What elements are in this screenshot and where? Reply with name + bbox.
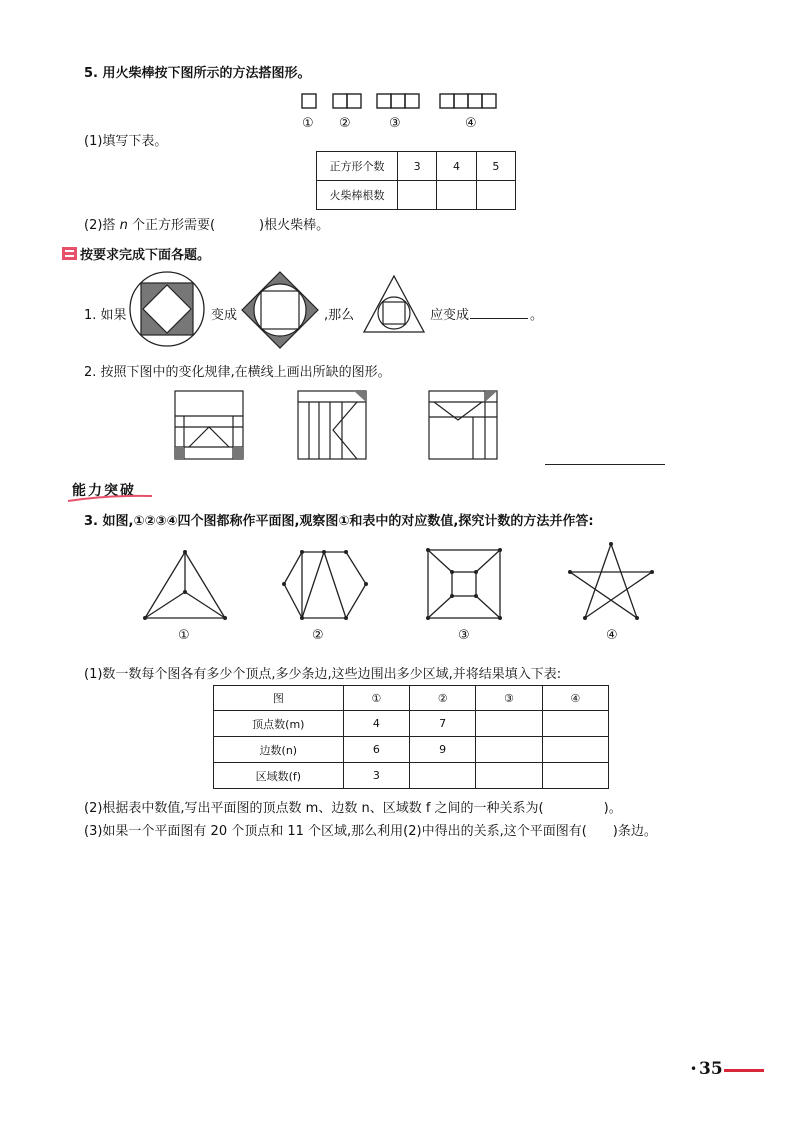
q3-table-answer-cell[interactable] [410, 763, 476, 789]
q5-fig-label-2: ② [339, 116, 351, 131]
q3-table-answer-cell[interactable] [476, 711, 542, 737]
q5-fig-label-1: ① [302, 116, 314, 131]
q1-text-b: 变成 [211, 308, 238, 323]
q5-table-row2-header: 火柴棒根数 [317, 181, 398, 210]
table-row [214, 737, 609, 763]
q3-table-cell: 6 [343, 737, 409, 763]
q3-part3-text: (3)如果一个平面图有 20 个顶点和 11 个区域,那么利用(2)中得出的关系,这个平面图有( [84, 824, 587, 839]
q3-part2-text: (2)根据表中数值,写出平面图的顶点数 m、边数 n、区域数 f 之间的一种关系为( [84, 801, 544, 816]
q5-table-answer-cell[interactable] [437, 181, 476, 210]
q3-table [213, 685, 609, 789]
q5-table-answer-cell[interactable] [398, 181, 437, 210]
q3-fig-label-2: ② [312, 628, 324, 643]
page-number-dot-icon: • [690, 1062, 698, 1076]
q5-title: 5. 用火柴棒按下图所示的方法搭图形。 [84, 66, 311, 81]
matchstick-figure-1 [302, 94, 316, 108]
q5-fig-label-3: ③ [389, 116, 401, 131]
q5-table-row1-header: 正方形个数 [317, 152, 398, 181]
q3-part1: (1)数一数每个图各有多少个顶点,多少条边,这些边围出多少区域,并将结果填入下表: [84, 667, 562, 682]
matchstick-squares-figure [300, 92, 500, 112]
matchstick-figure-4 [440, 94, 496, 108]
q1-diamond-circle-figure [240, 270, 320, 350]
q1-text-a: 1. 如果 [84, 308, 127, 323]
q5-part1: (1)填写下表。 [84, 134, 168, 149]
q5-table-cell: 5 [476, 152, 515, 181]
q3-table-answer-cell[interactable] [476, 763, 542, 789]
ability-underline-swoosh-icon [66, 492, 156, 504]
q3-fig-label-3: ③ [458, 628, 470, 643]
q1-answer-line[interactable] [470, 318, 528, 319]
section2-title: 按要求完成下面各题。 [80, 248, 211, 263]
q2-answer-line[interactable] [545, 464, 665, 465]
q2-pattern-figure-3 [428, 390, 498, 460]
q5-part2-var: n [119, 218, 128, 233]
q1-triangle-figure [362, 274, 426, 334]
q3-graph-figure-2 [280, 546, 370, 624]
q1-circle-square-figure [128, 270, 206, 348]
matchstick-figure-3 [377, 94, 419, 108]
q3-graph-figure-3 [424, 546, 504, 624]
matchstick-figure-2 [333, 94, 361, 108]
q3-table-cell: 9 [410, 737, 476, 763]
q2-pattern-figure-2 [297, 390, 367, 460]
q3-table-header: 图 [214, 686, 344, 711]
q3-table-header: ③ [476, 686, 542, 711]
q3-table-answer-cell[interactable] [542, 711, 608, 737]
q5-table-answer-cell[interactable] [476, 181, 515, 210]
q3-star-figure-4 [566, 540, 656, 624]
q3-table-header: ④ [542, 686, 608, 711]
q3-fig-label-4: ④ [606, 628, 618, 643]
q1-text-c: ,那么 [324, 308, 355, 323]
q1-text-e: 。 [530, 308, 544, 323]
q3-fig-label-1: ① [178, 628, 190, 643]
q3-table-answer-cell[interactable] [476, 737, 542, 763]
q3-table-header: ① [343, 686, 409, 711]
page-number-rule [724, 1069, 764, 1072]
q3-row-label: 区域数(f) [214, 763, 344, 789]
q3-table-answer-cell[interactable] [542, 763, 608, 789]
table-row [214, 711, 609, 737]
table-row [214, 763, 609, 789]
q5-fig-label-4: ④ [465, 116, 477, 131]
section-two-marker-icon [62, 247, 77, 260]
q3-table-cell: 7 [410, 711, 476, 737]
q3-graph-figure-1 [140, 546, 230, 624]
q5-table-cell: 4 [437, 152, 476, 181]
q3-row-label: 顶点数(m) [214, 711, 344, 737]
ability-section-title: 能力突破 [72, 483, 136, 499]
q5-part2-text-b: 个正方形需要( [131, 218, 216, 233]
q3-table-cell: 3 [343, 763, 409, 789]
q3-row-label: 边数(n) [214, 737, 344, 763]
q3-table-cell: 4 [343, 711, 409, 737]
q3-table-answer-cell[interactable] [542, 737, 608, 763]
page-number: 35 [699, 1059, 723, 1079]
q5-table [316, 151, 516, 210]
q5-part2-text-c: )根火柴棒。 [259, 218, 330, 233]
q2-title: 2. 按照下图中的变化规律,在横线上画出所缺的图形。 [84, 365, 391, 380]
q2-pattern-figure-1 [174, 390, 244, 460]
q5-table-cell: 3 [398, 152, 437, 181]
q3-part2 [84, 797, 622, 816]
q5-part2-text-a: (2)搭 [84, 218, 116, 233]
q3-table-header: ② [410, 686, 476, 711]
q1-text-d: 应变成 [430, 308, 470, 323]
q3-part3-end: )条边。 [612, 824, 657, 839]
q5-part2 [84, 214, 329, 233]
q3-title: 3. 如图,①②③④四个图都称作平面图,观察图①和表中的对应数值,探究计数的方法并作答: [84, 514, 594, 529]
q3-part3 [84, 820, 657, 839]
q3-part2-end: )。 [603, 801, 622, 816]
